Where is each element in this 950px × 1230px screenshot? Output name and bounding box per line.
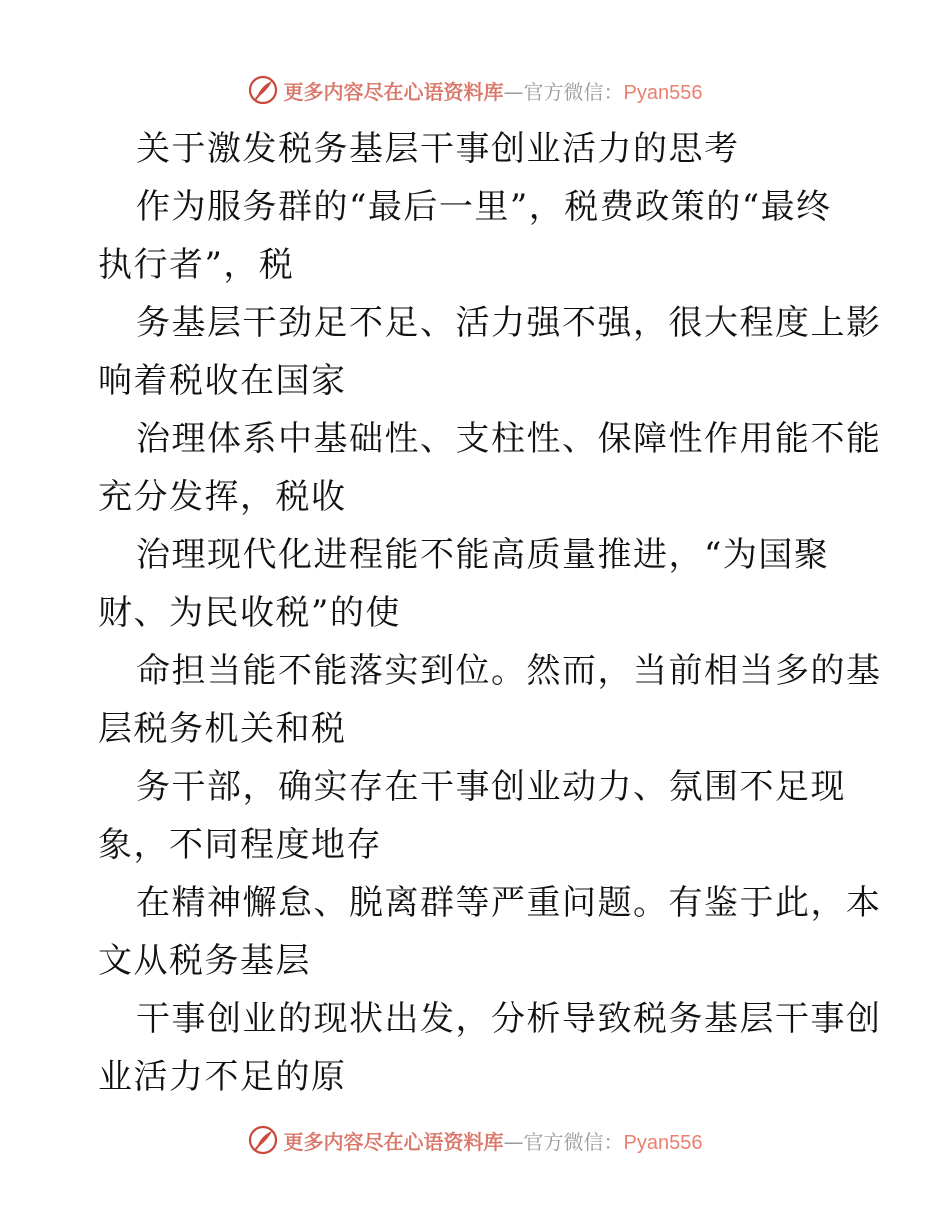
text-line: 财、为民收税”的使 [98,593,401,633]
text-line: 象，不同程度地存 [98,825,382,865]
watermark-lead: 更多内容尽在心语资料库 [283,79,504,104]
watermark-tail: 官方微信： [523,1129,624,1154]
text-line: 治理现代化进程能不能高质量推进，“为国聚 [136,535,830,575]
text-line: 干事创业的现状出发，分析导致税务基层干事创 [136,999,882,1039]
text-line: 在精神懈怠、脱离群等严重问题。有鉴于此，本 [136,883,882,923]
text-line: 作为服务群的“最后一里”，税费政策的“最终 [136,187,832,227]
watermark-dash: — [503,79,524,104]
feather-pen-logo-icon [248,75,278,105]
watermark-lead: 更多内容尽在心语资料库 [283,1129,504,1154]
watermark-handle: Pyan556 [623,81,703,104]
text-line: 业活力不足的原 [98,1057,347,1097]
watermark-text [284,76,703,105]
document-body [98,120,882,1106]
text-line: 治理体系中基础性、支柱性、保障性作用能不能 [136,419,882,459]
text-line: 层税务机关和税 [98,709,347,749]
text-line: 命担当能不能落实到位。然而，当前相当多的基 [136,651,882,691]
footer-watermark [0,1120,950,1160]
watermark-tail: 官方微信： [523,79,624,104]
text-line: 响着税收在国家 [98,361,347,401]
text-line: 关于激发税务基层干事创业活力的思考 [136,129,740,169]
watermark-text [284,1126,703,1155]
watermark-dash: — [503,1129,524,1154]
text-line: 务基层干劲足不足、活力强不强，很大程度上影 [136,303,882,343]
text-line: 执行者”，税 [98,245,295,285]
feather-pen-logo-icon [248,1125,278,1155]
text-line: 文从税务基层 [98,941,311,981]
text-line: 充分发挥，税收 [98,477,347,517]
watermark-handle: Pyan556 [623,1131,703,1154]
header-watermark [0,70,950,110]
text-line: 务干部，确实存在干事创业动力、氛围不足现 [136,767,846,807]
